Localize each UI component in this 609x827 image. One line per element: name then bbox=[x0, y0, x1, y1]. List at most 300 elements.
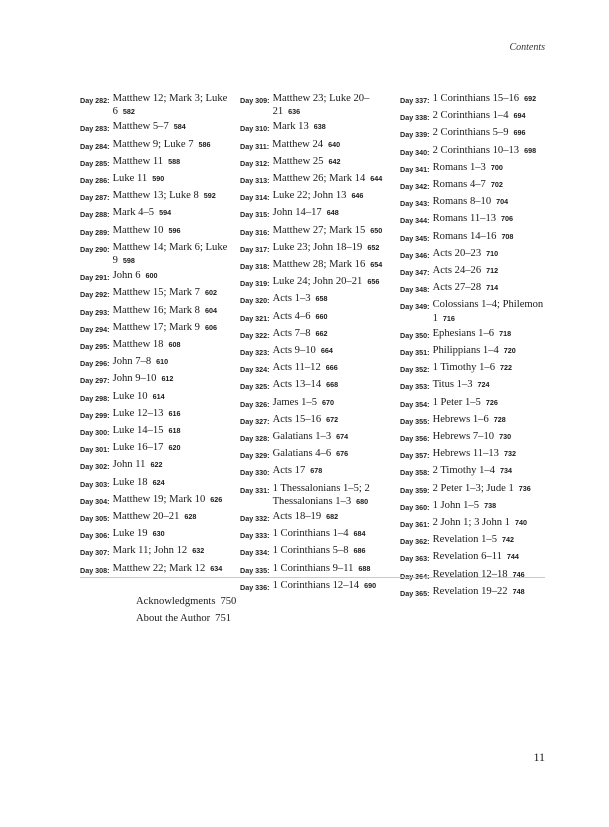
scripture-reading bbox=[113, 390, 232, 403]
contents-entry bbox=[80, 189, 232, 204]
contents-entry bbox=[240, 378, 392, 393]
entry-page-number: 584 bbox=[173, 122, 186, 132]
scripture-reading bbox=[273, 396, 392, 409]
day-label: Day 310: bbox=[240, 124, 270, 134]
day-label: Day 291: bbox=[80, 273, 110, 283]
scripture-reference: Colossians 1–4; Philemon 1 bbox=[432, 299, 544, 324]
scripture-reading bbox=[273, 344, 392, 357]
scripture-reading bbox=[113, 286, 232, 299]
scripture-reference: Acts 24–26 bbox=[432, 265, 482, 277]
scripture-reference: Mark 4–5 bbox=[112, 207, 155, 219]
day-label: Day 341: bbox=[400, 164, 430, 174]
scripture-reference: 1 Peter 1–5 bbox=[432, 396, 481, 408]
entry-page-number: 660 bbox=[315, 311, 328, 321]
scripture-reference: Acts 9–10 bbox=[272, 345, 316, 357]
scripture-reference: Luke 12–13 bbox=[112, 407, 164, 419]
scripture-reading bbox=[113, 424, 232, 437]
contents-entry bbox=[80, 372, 232, 387]
scripture-reference: Hebrews 7–10 bbox=[432, 431, 495, 443]
back-matter-list bbox=[136, 593, 236, 627]
scripture-reference: Revelation 6–11 bbox=[432, 551, 502, 563]
day-label: Day 334: bbox=[240, 548, 270, 558]
contents-entry bbox=[240, 464, 392, 479]
scripture-reading bbox=[433, 447, 552, 460]
scripture-reading bbox=[273, 155, 392, 168]
scripture-reference: Matthew 20–21 bbox=[112, 511, 180, 523]
entry-page-number: 588 bbox=[168, 156, 181, 166]
scripture-reading bbox=[433, 533, 552, 546]
scripture-reading bbox=[433, 344, 552, 357]
scripture-reference: Mark 11; John 12 bbox=[112, 545, 188, 557]
entry-page-number: 616 bbox=[168, 408, 181, 418]
back-matter-title: Acknowledgments bbox=[136, 596, 216, 607]
contents-entry bbox=[400, 212, 552, 227]
scripture-reference: James 1–5 bbox=[272, 396, 318, 408]
day-label: Day 330: bbox=[240, 468, 270, 478]
scripture-reading bbox=[113, 562, 232, 575]
entry-page-number: 642 bbox=[328, 156, 341, 166]
day-label: Day 329: bbox=[240, 451, 270, 461]
entry-page-number: 712 bbox=[486, 266, 499, 276]
entry-page-number: 632 bbox=[192, 546, 205, 556]
contents-entry bbox=[400, 568, 552, 583]
day-label: Day 347: bbox=[400, 268, 430, 278]
scripture-reference: John 9–10 bbox=[112, 373, 157, 385]
entry-page-number: 624 bbox=[152, 477, 165, 487]
day-label: Day 331: bbox=[240, 485, 270, 495]
contents-entry bbox=[400, 178, 552, 193]
entry-page-number: 582 bbox=[122, 107, 135, 117]
day-label: Day 323: bbox=[240, 348, 270, 358]
contents-entry bbox=[400, 247, 552, 262]
scripture-reference: John 6 bbox=[112, 270, 141, 282]
scripture-reference: Matthew 23; Luke 20–21 bbox=[272, 93, 370, 118]
scripture-reference: Acts 11–12 bbox=[272, 362, 321, 374]
scripture-reading bbox=[113, 120, 232, 133]
scripture-reading bbox=[273, 172, 392, 185]
scripture-reading bbox=[433, 161, 552, 174]
entry-page-number: 708 bbox=[501, 231, 514, 241]
scripture-reference: Luke 14–15 bbox=[112, 425, 164, 437]
scripture-reading bbox=[113, 441, 232, 454]
scripture-reference: Hebrews 1–6 bbox=[432, 413, 489, 425]
scripture-reference: John 14–17 bbox=[272, 207, 322, 219]
scripture-reading bbox=[113, 527, 232, 540]
scripture-reading bbox=[273, 579, 392, 592]
contents-entry bbox=[400, 499, 552, 514]
contents-entry bbox=[240, 447, 392, 462]
entry-page-number: 618 bbox=[168, 426, 181, 436]
scripture-reference: Romans 14–16 bbox=[432, 230, 497, 242]
contents-entry bbox=[400, 144, 552, 159]
entry-page-number: 638 bbox=[313, 122, 326, 132]
scripture-reference: Romans 1–3 bbox=[432, 161, 486, 173]
entry-page-number: 656 bbox=[367, 277, 380, 287]
scripture-reference: Titus 1–3 bbox=[432, 379, 473, 391]
scripture-reading bbox=[433, 230, 552, 243]
scripture-reference: Luke 16–17 bbox=[112, 442, 164, 454]
scripture-reading bbox=[433, 516, 552, 529]
contents-entry bbox=[80, 224, 232, 239]
scripture-reading bbox=[273, 189, 392, 202]
day-label: Day 344: bbox=[400, 216, 430, 226]
scripture-reading bbox=[273, 224, 392, 237]
entry-page-number: 620 bbox=[168, 443, 181, 453]
day-label: Day 365: bbox=[400, 588, 430, 598]
scripture-reading bbox=[433, 568, 552, 581]
contents-entry bbox=[240, 430, 392, 445]
day-label: Day 282: bbox=[80, 96, 110, 105]
day-label: Day 333: bbox=[240, 531, 270, 541]
scripture-reading bbox=[433, 464, 552, 477]
day-label: Day 325: bbox=[240, 382, 270, 392]
scripture-reading bbox=[433, 144, 552, 157]
scripture-reading bbox=[113, 138, 232, 151]
scripture-reference: 1 Timothy 1–6 bbox=[432, 362, 495, 374]
day-label: Day 315: bbox=[240, 210, 270, 220]
day-label: Day 304: bbox=[80, 496, 110, 506]
scripture-reading bbox=[113, 304, 232, 317]
contents-entry bbox=[240, 327, 392, 342]
scripture-reference: Luke 22; John 13 bbox=[272, 190, 347, 202]
entry-page-number: 654 bbox=[370, 260, 383, 270]
contents-entry bbox=[80, 510, 232, 525]
day-label: Day 309: bbox=[240, 96, 270, 105]
scripture-reference: Matthew 22; Mark 12 bbox=[112, 562, 206, 574]
entry-page-number: 640 bbox=[328, 139, 341, 149]
day-label: Day 292: bbox=[80, 290, 110, 300]
scripture-reference: Matthew 16; Mark 8 bbox=[112, 304, 200, 316]
scripture-reading bbox=[273, 310, 392, 323]
contents-entry bbox=[240, 396, 392, 411]
day-label: Day 328: bbox=[240, 434, 270, 444]
scripture-reference: 1 Corinthians 9–11 bbox=[272, 562, 354, 574]
contents-entry bbox=[240, 292, 392, 307]
scripture-reading bbox=[113, 355, 232, 368]
entry-page-number: 682 bbox=[326, 512, 339, 522]
scripture-reference: Acts 4–6 bbox=[272, 310, 311, 322]
contents-entry bbox=[400, 327, 552, 342]
scripture-reading bbox=[433, 327, 552, 340]
entry-page-number: 744 bbox=[506, 552, 519, 562]
day-label: Day 351: bbox=[400, 348, 430, 358]
day-label: Day 301: bbox=[80, 445, 110, 455]
day-label: Day 332: bbox=[240, 514, 270, 524]
day-label: Day 322: bbox=[240, 330, 270, 340]
entry-page-number: 748 bbox=[512, 586, 525, 596]
scripture-reference: Revelation 19–22 bbox=[432, 585, 508, 597]
contents-entry bbox=[80, 441, 232, 456]
contents-entry bbox=[240, 544, 392, 559]
day-label: Day 302: bbox=[80, 462, 110, 472]
entry-page-number: 670 bbox=[322, 397, 335, 407]
scripture-reading bbox=[113, 92, 232, 118]
entry-page-number: 586 bbox=[198, 139, 211, 149]
entry-page-number: 614 bbox=[152, 391, 165, 401]
contents-entry bbox=[80, 424, 232, 439]
entry-page-number: 732 bbox=[503, 449, 516, 459]
contents-entry bbox=[80, 120, 232, 135]
entry-page-number: 714 bbox=[486, 283, 499, 293]
scripture-reading bbox=[273, 378, 392, 391]
scripture-reading bbox=[113, 544, 232, 557]
scripture-reference: Luke 19 bbox=[112, 528, 148, 540]
day-label: Day 327: bbox=[240, 416, 270, 426]
scripture-reading bbox=[273, 241, 392, 254]
entry-page-number: 696 bbox=[513, 128, 526, 138]
scripture-reading bbox=[113, 476, 232, 489]
page-number: 11 bbox=[533, 750, 545, 764]
scripture-reading bbox=[433, 264, 552, 277]
entry-page-number: 720 bbox=[503, 346, 516, 356]
scripture-reference: 2 Timothy 1–4 bbox=[432, 465, 495, 477]
day-label: Day 313: bbox=[240, 176, 270, 186]
entry-page-number: 628 bbox=[184, 512, 197, 522]
scripture-reference: Matthew 24 bbox=[272, 138, 324, 150]
entry-page-number: 662 bbox=[315, 328, 328, 338]
scripture-reference: Matthew 17; Mark 9 bbox=[112, 321, 200, 333]
scripture-reading bbox=[273, 120, 392, 133]
day-label: Day 337: bbox=[400, 96, 430, 105]
contents-entry bbox=[80, 390, 232, 405]
scripture-reading bbox=[433, 298, 552, 324]
day-label: Day 357: bbox=[400, 451, 430, 461]
entry-page-number: 686 bbox=[353, 546, 366, 556]
scripture-reading bbox=[433, 126, 552, 139]
contents-entry bbox=[400, 447, 552, 462]
entry-page-number: 676 bbox=[336, 449, 349, 459]
entry-page-number: 726 bbox=[485, 397, 498, 407]
scripture-reading bbox=[433, 550, 552, 563]
day-label: Day 284: bbox=[80, 141, 110, 151]
contents-entry bbox=[80, 269, 232, 284]
scripture-reading bbox=[433, 482, 552, 495]
contents-entry bbox=[240, 120, 392, 135]
day-label: Day 340: bbox=[400, 147, 430, 157]
contents-entry bbox=[80, 355, 232, 370]
scripture-reading bbox=[113, 407, 232, 420]
contents-entry bbox=[400, 361, 552, 376]
running-head: Contents bbox=[509, 42, 545, 53]
scripture-reading bbox=[433, 413, 552, 426]
contents-entry bbox=[400, 516, 552, 531]
day-label: Day 305: bbox=[80, 514, 110, 524]
day-label: Day 319: bbox=[240, 279, 270, 289]
scripture-reference: Luke 11 bbox=[112, 173, 148, 185]
contents-entry bbox=[80, 92, 232, 118]
contents-entry bbox=[240, 155, 392, 170]
contents-entry bbox=[240, 527, 392, 542]
entry-page-number: 716 bbox=[442, 313, 455, 323]
contents-entry bbox=[240, 138, 392, 153]
scripture-reading bbox=[273, 327, 392, 340]
scripture-reading bbox=[433, 109, 552, 122]
scripture-reference: 1 John 1–5 bbox=[432, 499, 480, 511]
entry-page-number: 710 bbox=[486, 248, 499, 258]
scripture-reading bbox=[433, 499, 552, 512]
day-label: Day 360: bbox=[400, 502, 430, 512]
scripture-reference: Acts 20–23 bbox=[432, 247, 482, 259]
scripture-reading bbox=[433, 281, 552, 294]
scripture-reading bbox=[273, 292, 392, 305]
scripture-reference: Galatians 1–3 bbox=[272, 431, 332, 443]
entry-page-number: 678 bbox=[310, 466, 323, 476]
scripture-reading bbox=[433, 92, 552, 105]
entry-page-number: 658 bbox=[315, 294, 328, 304]
entry-page-number: 674 bbox=[336, 432, 349, 442]
scripture-reading bbox=[113, 224, 232, 237]
day-label: Day 299: bbox=[80, 410, 110, 420]
scripture-reading bbox=[273, 275, 392, 288]
scripture-reference: John 11 bbox=[112, 459, 146, 471]
contents-entry bbox=[400, 195, 552, 210]
entry-page-number: 650 bbox=[370, 225, 383, 235]
entry-page-number: 740 bbox=[514, 518, 527, 528]
contents-entry bbox=[80, 286, 232, 301]
day-label: Day 345: bbox=[400, 233, 430, 243]
contents-entry bbox=[80, 241, 232, 267]
scripture-reference: 1 Thessalonians 1–5; 2 Thessalonians 1–3 bbox=[272, 482, 370, 507]
contents-entry bbox=[400, 396, 552, 411]
day-label: Day 316: bbox=[240, 227, 270, 237]
scripture-reading bbox=[113, 241, 232, 267]
scripture-reading bbox=[273, 258, 392, 271]
scripture-reference: Matthew 11 bbox=[112, 155, 164, 167]
entry-page-number: 704 bbox=[496, 197, 509, 207]
day-label: Day 289: bbox=[80, 227, 110, 237]
scripture-reading bbox=[113, 510, 232, 523]
entry-page-number: 700 bbox=[490, 162, 503, 172]
contents-entry bbox=[80, 155, 232, 170]
contents-entry bbox=[400, 482, 552, 497]
contents-entry bbox=[240, 241, 392, 256]
scripture-reading bbox=[113, 372, 232, 385]
scripture-reading bbox=[113, 206, 232, 219]
scripture-reading bbox=[433, 361, 552, 374]
contents-entry bbox=[80, 206, 232, 221]
scripture-reading bbox=[273, 544, 392, 557]
day-label: Day 358: bbox=[400, 468, 430, 478]
contents-entry bbox=[80, 562, 232, 577]
back-matter-item bbox=[136, 593, 236, 610]
scripture-reference: Matthew 12; Mark 3; Luke 6 bbox=[112, 93, 228, 118]
entry-page-number: 630 bbox=[152, 529, 165, 539]
contents-entry bbox=[240, 206, 392, 221]
entry-page-number: 596 bbox=[168, 225, 181, 235]
entry-page-number: 646 bbox=[351, 191, 364, 201]
scripture-reference: Romans 4–7 bbox=[432, 179, 486, 191]
day-label: Day 342: bbox=[400, 182, 430, 192]
contents-entry bbox=[400, 264, 552, 279]
contents-entry bbox=[400, 378, 552, 393]
entry-page-number: 734 bbox=[500, 466, 512, 476]
scripture-reference: Matthew 27; Mark 15 bbox=[272, 224, 366, 236]
scripture-reference: Matthew 18 bbox=[112, 339, 164, 351]
contents-entry bbox=[240, 344, 392, 359]
entry-page-number: 648 bbox=[326, 208, 339, 218]
entry-page-number: 684 bbox=[353, 529, 366, 539]
scripture-reading bbox=[273, 92, 392, 118]
scripture-reading bbox=[273, 464, 392, 477]
day-label: Day 287: bbox=[80, 193, 110, 203]
scripture-reference: 2 John 1; 3 John 1 bbox=[432, 517, 510, 529]
entry-page-number: 666 bbox=[325, 363, 338, 373]
contents-entry bbox=[240, 413, 392, 428]
day-label: Day 343: bbox=[400, 199, 430, 209]
scripture-reference: 1 Corinthians 1–4 bbox=[272, 528, 349, 540]
entry-page-number: 702 bbox=[490, 180, 503, 190]
section-divider bbox=[80, 577, 545, 578]
day-label: Day 336: bbox=[240, 582, 270, 592]
scripture-reference: Galatians 4–6 bbox=[272, 448, 332, 460]
contents-entry bbox=[240, 361, 392, 376]
day-label: Day 335: bbox=[240, 565, 270, 575]
contents-entry bbox=[400, 344, 552, 359]
entry-page-number: 600 bbox=[145, 271, 158, 281]
entry-page-number: 690 bbox=[364, 580, 377, 590]
day-label: Day 283: bbox=[80, 124, 110, 134]
scripture-reference: Revelation 12–18 bbox=[432, 568, 508, 580]
contents-entry bbox=[240, 579, 392, 594]
day-label: Day 298: bbox=[80, 393, 110, 403]
day-label: Day 288: bbox=[80, 210, 110, 220]
day-label: Day 349: bbox=[400, 302, 430, 312]
contents-entry bbox=[240, 92, 392, 118]
day-label: Day 324: bbox=[240, 365, 270, 375]
entry-page-number: 706 bbox=[501, 214, 514, 224]
entry-page-number: 680 bbox=[356, 496, 369, 506]
scripture-reference: 2 Corinthians 5–9 bbox=[432, 127, 509, 139]
scripture-reference: Matthew 14; Mark 6; Luke 9 bbox=[112, 241, 228, 267]
contents-entry bbox=[400, 281, 552, 296]
scripture-reference: Hebrews 11–13 bbox=[432, 448, 499, 460]
contents-entry bbox=[400, 430, 552, 445]
scripture-reference: Matthew 28; Mark 16 bbox=[272, 259, 366, 271]
back-matter-page: 751 bbox=[215, 613, 232, 624]
scripture-reading bbox=[273, 510, 392, 523]
entry-page-number: 598 bbox=[122, 256, 135, 266]
scripture-reference: 1 Corinthians 5–8 bbox=[272, 545, 349, 557]
contents-entry bbox=[240, 510, 392, 525]
scripture-reading bbox=[273, 430, 392, 443]
day-label: Day 307: bbox=[80, 548, 110, 558]
scripture-reference: Matthew 5–7 bbox=[112, 121, 169, 133]
scripture-reading bbox=[113, 458, 232, 471]
scripture-reference: Romans 11–13 bbox=[432, 213, 497, 225]
scripture-reference: Ephesians 1–6 bbox=[432, 327, 495, 339]
entry-page-number: 694 bbox=[513, 111, 526, 121]
entry-page-number: 592 bbox=[203, 191, 216, 201]
scripture-reference: Matthew 9; Luke 7 bbox=[112, 138, 194, 150]
entry-page-number: 644 bbox=[370, 174, 383, 184]
contents-entry bbox=[240, 258, 392, 273]
day-label: Day 308: bbox=[80, 565, 110, 575]
scripture-reference: Matthew 15; Mark 7 bbox=[112, 287, 200, 299]
scripture-reading bbox=[273, 562, 392, 575]
entry-page-number: 730 bbox=[499, 432, 512, 442]
entry-page-number: 698 bbox=[524, 145, 537, 155]
entry-page-number: 636 bbox=[288, 107, 301, 117]
scripture-reference: Matthew 26; Mark 14 bbox=[272, 173, 366, 185]
day-label: Day 321: bbox=[240, 313, 270, 323]
contents-entry bbox=[400, 585, 552, 600]
entry-page-number: 672 bbox=[326, 414, 339, 424]
back-matter-item bbox=[136, 610, 236, 627]
entry-page-number: 728 bbox=[493, 414, 506, 424]
contents-entry bbox=[400, 230, 552, 245]
scripture-reading bbox=[273, 361, 392, 374]
day-label: Day 306: bbox=[80, 531, 110, 541]
